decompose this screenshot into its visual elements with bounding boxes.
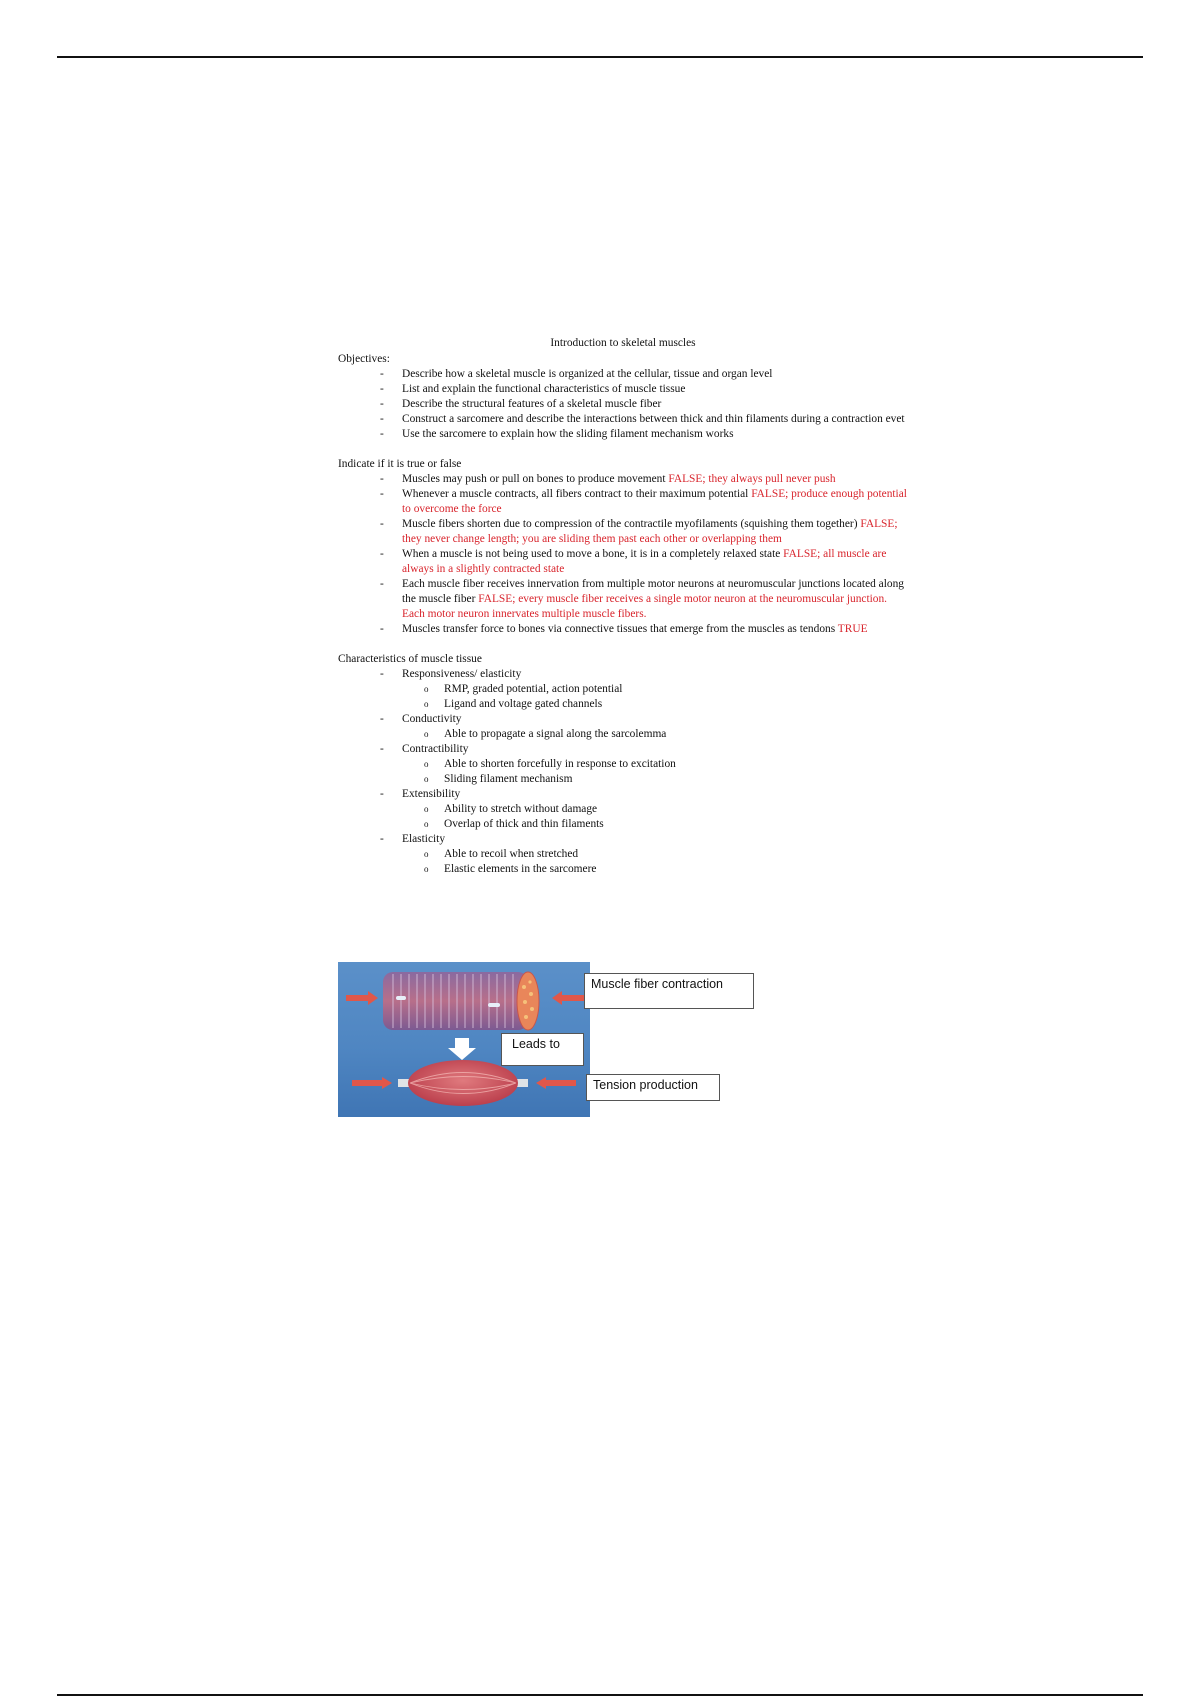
dash-bullet: - bbox=[380, 788, 384, 800]
tf-answer: TRUE bbox=[837, 623, 868, 635]
characteristics-heading: Characteristics of muscle tissue bbox=[338, 653, 482, 665]
characteristic-name: Conductivity bbox=[402, 713, 462, 725]
sub-item: o Ability to stretch without damage bbox=[424, 803, 598, 815]
circle-bullet: o bbox=[424, 849, 429, 859]
muscle-belly-icon bbox=[398, 1060, 528, 1106]
true-false-heading: Indicate if it is true or false bbox=[338, 458, 462, 470]
sub-item: o Able to recoil when stretched bbox=[424, 848, 579, 860]
callout-muscle-fiber-contraction: Muscle fiber contraction bbox=[584, 973, 754, 1009]
dash-bullet: - bbox=[380, 833, 384, 845]
dash-bullet: - bbox=[380, 668, 384, 680]
characteristic-item bbox=[338, 667, 908, 682]
tf-answer: FALSE; produce enough potential to overcome the force bbox=[402, 488, 907, 515]
page-title: Introduction to skeletal muscles bbox=[550, 337, 696, 349]
dash-bullet: - bbox=[380, 428, 384, 440]
objectives-list bbox=[338, 367, 908, 442]
characteristic-item bbox=[338, 832, 908, 847]
sub-item: o Able to shorten forcefully in response to excitation bbox=[424, 758, 676, 770]
sub-item: o Sliding filament mechanism bbox=[424, 773, 573, 785]
sub-item: o Ligand and voltage gated channels bbox=[424, 698, 603, 710]
circle-bullet: o bbox=[424, 729, 429, 739]
tf-statement: When a muscle is not being used to move a bone, it is in a completely relaxed state bbox=[402, 548, 784, 560]
tf-item bbox=[338, 577, 908, 622]
circle-bullet: o bbox=[424, 804, 429, 814]
callout-leads-to: Leads to bbox=[501, 1033, 584, 1066]
callout-tension-production: Tension production bbox=[586, 1074, 720, 1101]
tf-answer: FALSE; they always pull never push bbox=[668, 473, 836, 485]
sub-item: o Able to propagate a signal along the sarcolemma bbox=[424, 728, 667, 740]
header-rule bbox=[57, 56, 1143, 58]
characteristic-subs bbox=[338, 682, 908, 712]
tf-answer: FALSE; they never change length; you are sliding them past each other or overlapping them bbox=[402, 518, 898, 545]
tf-item bbox=[338, 622, 908, 637]
circle-bullet: o bbox=[424, 684, 429, 694]
dash-bullet: - bbox=[380, 578, 384, 590]
dash-bullet: - bbox=[380, 743, 384, 755]
circle-bullet: o bbox=[424, 759, 429, 769]
dash-bullet: - bbox=[380, 413, 384, 425]
characteristic-item bbox=[338, 712, 908, 727]
characteristic-item bbox=[338, 742, 908, 757]
footer-rule bbox=[57, 1694, 1143, 1696]
tf-statement: Muscles may push or pull on bones to produce movement bbox=[402, 473, 669, 485]
characteristic-name: Responsiveness/ elasticity bbox=[402, 668, 522, 680]
dash-bullet: - bbox=[380, 473, 384, 485]
tf-answer: FALSE; all muscle are always in a slightly contracted state bbox=[402, 548, 887, 575]
dash-bullet: - bbox=[380, 398, 384, 410]
circle-bullet: o bbox=[424, 864, 429, 874]
tf-statement: Each muscle fiber receives innervation from multiple motor neurons at neuromuscular junctions located along the muscle fiber bbox=[402, 578, 904, 605]
circle-bullet: o bbox=[424, 699, 429, 709]
objective-item: - Describe how a skeletal muscle is organized at the cellular, tissue and organ level bbox=[380, 368, 773, 380]
objective-item: - Describe the structural features of a skeletal muscle fiber bbox=[380, 398, 662, 410]
objective-item: - Use the sarcomere to explain how the sliding filament mechanism works bbox=[380, 428, 734, 440]
tf-item bbox=[338, 487, 908, 517]
dash-bullet: - bbox=[380, 623, 384, 635]
down-arrow-icon bbox=[448, 1038, 476, 1060]
tf-item bbox=[338, 472, 908, 487]
tf-answer: FALSE; every muscle fiber receives a single motor neuron at the neuromuscular junction. Each motor neuron innervates multiple muscle fibers. bbox=[402, 593, 888, 620]
characteristic-name: Extensibility bbox=[402, 788, 461, 800]
characteristic-item bbox=[338, 787, 908, 802]
objectives-heading: Objectives: bbox=[338, 353, 390, 365]
muscle-contraction-figure bbox=[338, 962, 754, 1118]
tf-item bbox=[338, 517, 908, 547]
circle-bullet: o bbox=[424, 774, 429, 784]
dash-bullet: - bbox=[380, 713, 384, 725]
dash-bullet: - bbox=[380, 548, 384, 560]
tf-item bbox=[338, 547, 908, 577]
objective-item: - Construct a sarcomere and describe the interactions between thick and thin filaments during a contraction evet bbox=[380, 413, 905, 425]
characteristic-name: Contractibility bbox=[402, 743, 469, 755]
muscle-fiber-icon bbox=[383, 972, 539, 1030]
dash-bullet: - bbox=[380, 368, 384, 380]
dash-bullet: - bbox=[380, 488, 384, 500]
document-page bbox=[338, 336, 908, 877]
characteristics-list bbox=[338, 667, 908, 682]
tf-statement: Whenever a muscle contracts, all fibers contract to their maximum potential bbox=[402, 488, 752, 500]
objective-item: - List and explain the functional characteristics of muscle tissue bbox=[380, 383, 686, 395]
characteristic-name: Elasticity bbox=[402, 833, 446, 845]
dash-bullet: - bbox=[380, 383, 384, 395]
dash-bullet: - bbox=[380, 518, 384, 530]
sub-item: o Overlap of thick and thin filaments bbox=[424, 818, 604, 830]
sub-item: o RMP, graded potential, action potential bbox=[424, 683, 623, 695]
true-false-list bbox=[338, 472, 908, 637]
tf-statement: Muscles transfer force to bones via connective tissues that emerge from the muscles as tendons bbox=[402, 623, 838, 635]
sub-item: o Elastic elements in the sarcomere bbox=[424, 863, 597, 875]
tf-statement: Muscle fibers shorten due to compression of the contractile myofilaments (squishing them together) bbox=[402, 518, 861, 530]
circle-bullet: o bbox=[424, 819, 429, 829]
